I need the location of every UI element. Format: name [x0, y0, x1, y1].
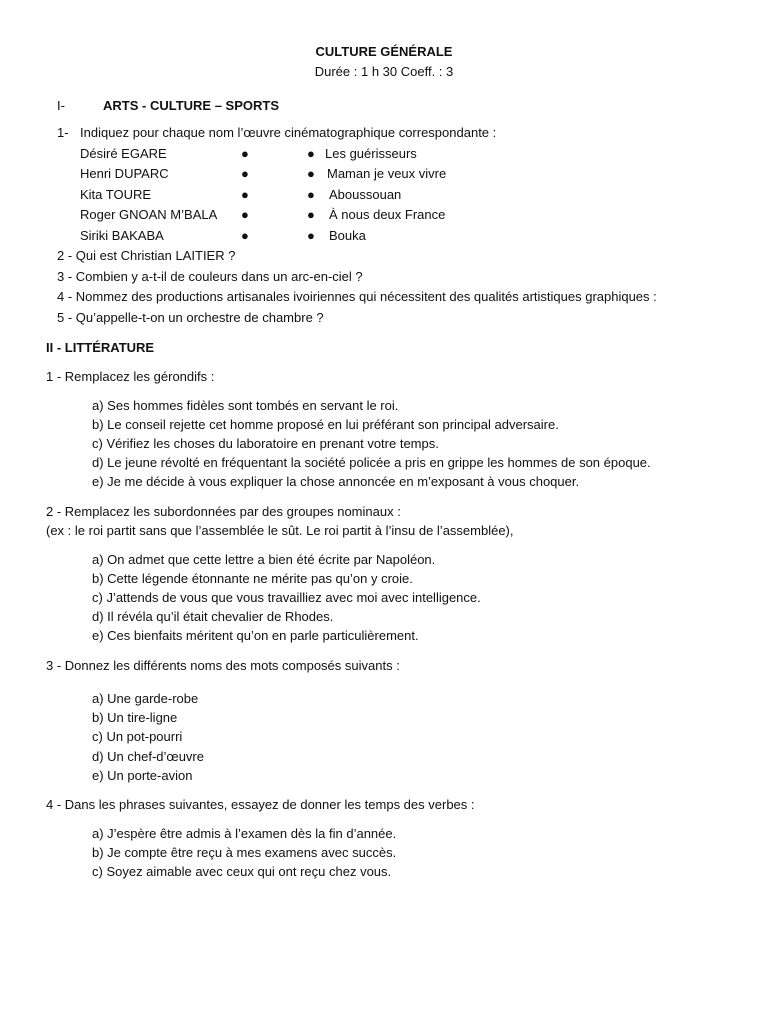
question-1-number: 1- [57, 125, 69, 140]
section-2-title: II - LITTÉRATURE [46, 340, 155, 355]
exercise-4-item: b) Je compte être reçu à mes examens avec succès. [92, 845, 397, 860]
match-bullet-right: ● [307, 228, 315, 243]
match-bullet-left: ● [241, 166, 249, 181]
page-title: CULTURE GÉNÉRALE [315, 44, 453, 59]
question-3: 3 - Combien y a-t-il de couleurs dans un arc-en-ciel ? [57, 269, 363, 284]
match-bullet-right: ● [307, 166, 315, 181]
film-title: Bouka [329, 228, 366, 243]
exercise-3-item: e) Un porte-avion [92, 768, 193, 783]
exercise-1-title: 1 - Remplacez les gérondifs : [46, 369, 215, 384]
match-bullet-left: ● [241, 146, 249, 161]
exercise-3-item: c) Un pot-pourri [92, 729, 183, 744]
exercise-2-item: e) Ces bienfaits méritent qu’on en parle particulièrement. [92, 628, 419, 643]
director-name: Désiré EGARE [80, 146, 167, 161]
match-bullet-right: ● [307, 187, 315, 202]
exercise-2-item: a) On admet que cette lettre a bien été écrite par Napoléon. [92, 552, 436, 567]
section-1-number: I- [57, 98, 65, 113]
exercise-4-title: 4 - Dans les phrases suivantes, essayez de donner les temps des verbes : [46, 797, 475, 812]
film-title: Aboussouan [329, 187, 402, 202]
exercise-2-title: 2 - Remplacez les subordonnées par des groupes nominaux : [46, 504, 401, 519]
exercise-1-item: e) Je me décide à vous expliquer la chose annoncée en m’exposant à vous choquer. [92, 474, 580, 489]
page-subtitle: Durée : 1 h 30 Coeff. : 3 [314, 64, 454, 79]
film-title: Maman je veux vivre [327, 166, 447, 181]
exercise-2-item: d) Il révéla qu’il était chevalier de Rhodes. [92, 609, 334, 624]
match-bullet-left: ● [241, 207, 249, 222]
exercise-4-item: c) Soyez aimable avec ceux qui ont reçu chez vous. [92, 864, 392, 879]
match-bullet-left: ● [241, 228, 249, 243]
exercise-2-item: c) J’attends de vous que vous travailliez avec moi avec intelligence. [92, 590, 481, 605]
match-bullet-right: ● [307, 146, 315, 161]
question-2: 2 - Qui est Christian LAITIER ? [57, 248, 236, 263]
exercise-1-item: b) Le conseil rejette cet homme proposé en lui préférant son principal adversaire. [92, 417, 559, 432]
director-name: Kita TOURE [80, 187, 152, 202]
match-bullet-right: ● [307, 207, 315, 222]
exercise-3-item: a) Une garde-robe [92, 691, 199, 706]
exercise-1-item: c) Vérifiez les choses du laboratoire en prenant votre temps. [92, 436, 439, 451]
match-bullet-left: ● [241, 187, 249, 202]
exercise-3-item: b) Un tire-ligne [92, 710, 178, 725]
exercise-4-item: a) J’espère être admis à l’examen dès la fin d’année. [92, 826, 397, 841]
exercise-3-title: 3 - Donnez les différents noms des mots composés suivants : [46, 658, 400, 673]
question-1-text: Indiquez pour chaque nom l’œuvre cinématographique correspondante : [80, 125, 497, 140]
exercise-3-item: d) Un chef-d’œuvre [92, 749, 204, 764]
question-4: 4 - Nommez des productions artisanales ivoiriennes qui nécessitent des qualités artistiques graphiques : [57, 289, 657, 304]
exercise-1-item: a) Ses hommes fidèles sont tombés en servant le roi. [92, 398, 399, 413]
exercise-2-example: (ex : le roi partit sans que l’assemblée le sût. Le roi partit à l’insu de l’assemblée), [46, 523, 514, 538]
film-title: À nous deux France [329, 207, 446, 222]
director-name: Henri DUPARC [80, 166, 169, 181]
exercise-1-item: d) Le jeune révolté en fréquentant la société policée a pris en grippe les hommes de son époque. [92, 455, 651, 470]
director-name: Roger GNOAN M’BALA [80, 207, 218, 222]
exercise-2-item: b) Cette légende étonnante ne mérite pas qu’on y croie. [92, 571, 413, 586]
section-1-title: ARTS - CULTURE – SPORTS [103, 98, 279, 113]
film-title: Les guérisseurs [325, 146, 417, 161]
question-5: 5 - Qu’appelle-t-on un orchestre de chambre ? [57, 310, 324, 325]
director-name: Siriki BAKABA [80, 228, 164, 243]
